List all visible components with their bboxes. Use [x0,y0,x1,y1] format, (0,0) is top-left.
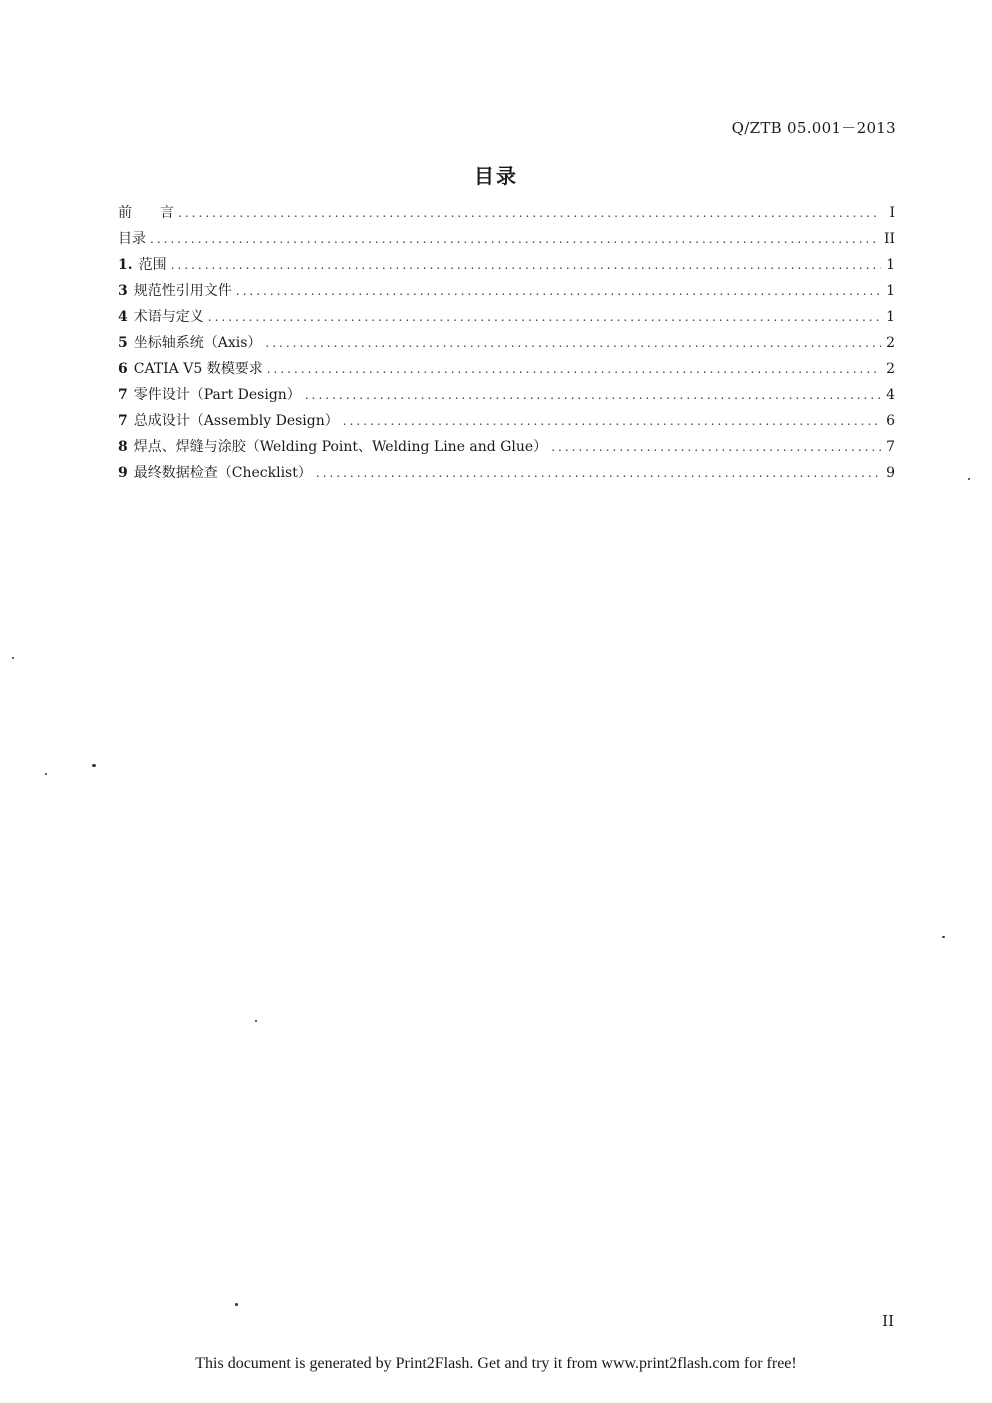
scan-speck [45,773,47,775]
page-number: II [882,1312,894,1330]
scan-speck [12,657,14,659]
toc-entry[interactable] [118,306,895,332]
table-of-contents [118,202,895,488]
toc-entry-label: 术语与定义 [133,309,204,325]
toc-entry-label: 规范性引用文件 [133,283,232,299]
toc-leader-dots [265,336,881,350]
toc-entry[interactable] [118,358,895,384]
toc-entry[interactable] [118,384,895,410]
toc-entry-number: 5 [118,335,128,351]
toc-entry-label: 坐标轴系统（Axis） [133,335,262,351]
toc-entry[interactable] [118,332,895,358]
toc-entry-page: 9 [886,465,895,481]
toc-entry-label: 范围 [138,257,167,273]
scan-speck [255,1020,257,1022]
document-code: Q/ZTB 05.001－2013 [731,119,896,137]
toc-entry-label: 零件设计（Part Design） [133,387,301,403]
toc-entry-number: 8 [118,439,128,455]
toc-entry-page: 1 [886,283,895,299]
toc-entry-page: 6 [886,413,895,429]
toc-leader-dots [236,284,881,298]
toc-leader-dots [150,232,880,246]
toc-entry-page: 4 [886,387,895,403]
toc-entry[interactable] [118,462,895,488]
toc-leader-dots [208,310,881,324]
toc-entry-label: 总成设计（Assembly Design） [133,413,339,429]
scan-speck [968,478,970,480]
toc-entry[interactable] [118,228,895,254]
toc-entry-number: 1. [118,257,133,273]
toc-entry-number: 4 [118,309,128,325]
toc-entry-label: CATIA V5 数模要求 [133,361,263,377]
scan-speck [92,764,96,767]
toc-entry[interactable] [118,280,895,306]
toc-entry-label: 焊点、焊缝与涂胶（Welding Point、Welding Line and Glue） [133,439,548,455]
toc-entry-page: 1 [886,309,895,325]
toc-leader-dots [171,258,881,272]
footer-text: This document is generated by Print2Flash. Get and try it from www.print2flash.com for free! [195,1355,797,1372]
toc-entry-label: 最终数据检查（Checklist） [133,465,312,481]
toc-leader-dots [316,466,881,480]
toc-leader-dots [178,206,881,220]
toc-leader-dots [305,388,881,402]
toc-entry[interactable] [118,254,895,280]
toc-title: 目录 [474,164,518,188]
scan-speck [235,1303,238,1306]
toc-leader-dots [267,362,881,376]
toc-entry[interactable] [118,202,895,228]
toc-entry[interactable] [118,436,895,462]
toc-entry-page: 2 [886,361,895,377]
toc-entry-page: 1 [886,257,895,273]
toc-entry-label: 目录 [118,231,146,247]
scan-speck [942,936,945,938]
toc-entry-page: I [889,205,895,221]
toc-entry-label: 前 言 [118,205,174,221]
toc-entry-page: II [883,231,895,247]
toc-entry-number: 6 [118,361,128,377]
toc-entry-number: 7 [118,387,128,403]
toc-entry-number: 7 [118,413,128,429]
toc-entry-number: 3 [118,283,128,299]
toc-leader-dots [551,440,881,454]
toc-entry-page: 2 [886,335,895,351]
toc-entry[interactable] [118,410,895,436]
toc-leader-dots [343,414,881,428]
toc-entry-page: 7 [886,439,895,455]
toc-entry-number: 9 [118,465,128,481]
